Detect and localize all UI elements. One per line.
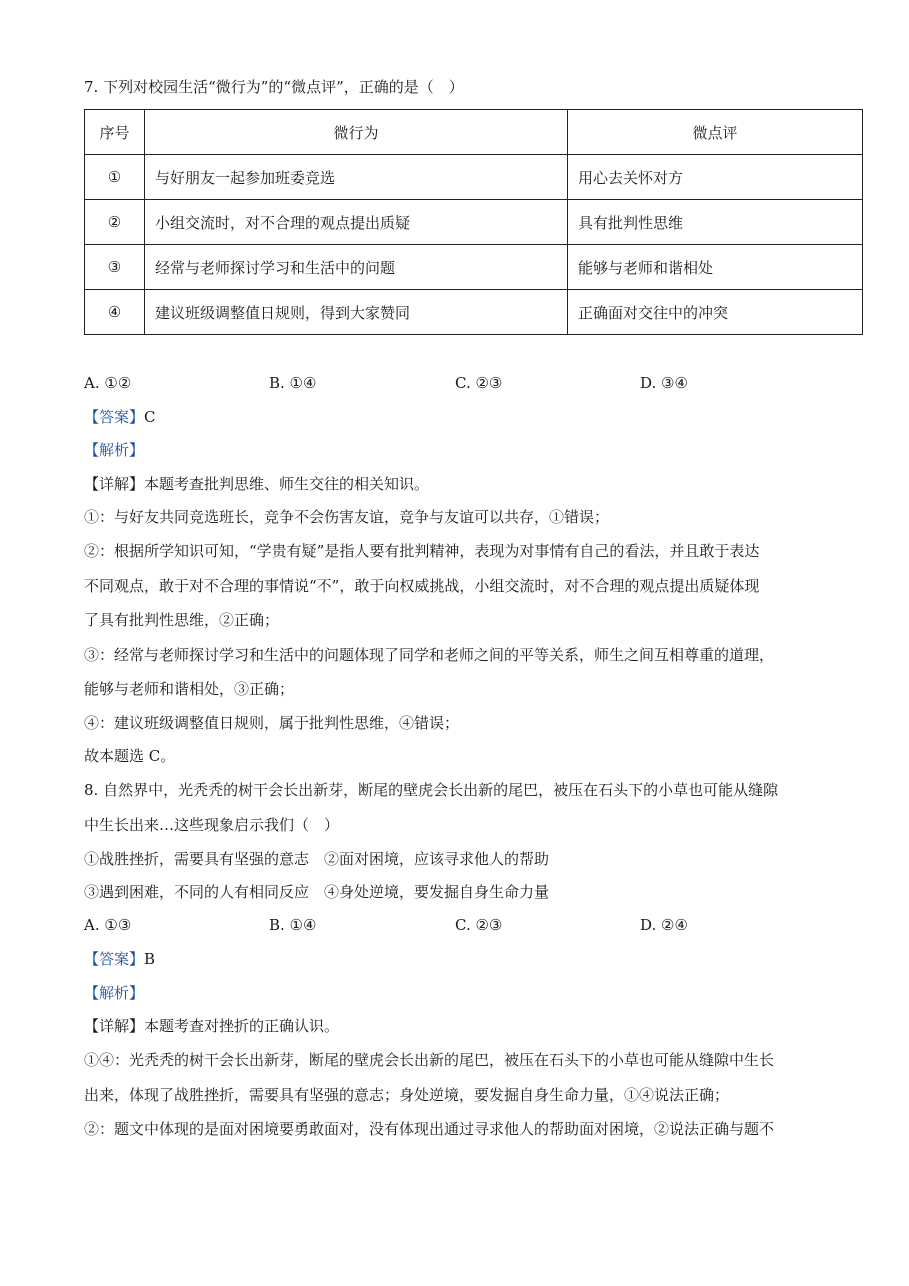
q8-option-a: A. ①③ [84, 916, 132, 934]
table-header-cell: 微点评 [568, 110, 863, 155]
q8-analysis-label: 【解析】 [84, 984, 145, 1002]
table-header-cell: 微行为 [145, 110, 568, 155]
q8-option-d: D. ②④ [640, 916, 688, 934]
table-cell-comment: 具有批判性思维 [568, 200, 863, 245]
table-row [85, 245, 863, 290]
q7-detail-line: 了具有批判性思维，②正确； [84, 611, 280, 629]
q7-detail-line: 【详解】本题考查批判思维、师生交往的相关知识。 [84, 475, 430, 493]
q7-analysis-label: 【解析】 [84, 441, 145, 459]
q8-stem-line: ①战胜挫折，需要具有坚强的意志 ②面对困境，应该寻求他人的帮助 [84, 850, 550, 868]
q8-detail-line: ②：题文中体现的是面对困境要勇敢面对，没有体现出通过寻求他人的帮助面对困境，②说法正确与题不 [84, 1120, 775, 1138]
answer-value: C [144, 408, 156, 426]
q8-stem-line: ③遇到困难，不同的人有相同反应 ④身处逆境，要发掘自身生命力量 [84, 883, 550, 901]
q7-detail-line: ④：建议班级调整值日规则，属于批判性思维，④错误； [84, 714, 460, 732]
table-cell-behavior: 经常与老师探讨学习和生活中的问题 [145, 245, 568, 290]
q7-detail-line: 不同观点，敢于对不合理的事情说“不”，敢于向权威挑战，小组交流时，对不合理的观点提出质疑体现 [84, 577, 760, 595]
table-header-row [85, 110, 863, 155]
table-cell-behavior: 小组交流时，对不合理的观点提出质疑 [145, 200, 568, 245]
table-cell-number: ② [85, 200, 145, 245]
table-row [85, 290, 863, 335]
table-header-cell: 序号 [85, 110, 145, 155]
q8-answer-line [84, 949, 155, 969]
answer-value: B [144, 950, 156, 968]
q7-option-b: B. ①④ [269, 374, 317, 392]
q7-detail-line: ①：与好友共同竞选班长，竞争不会伤害友谊，竞争与友谊可以共存，①错误； [84, 508, 610, 526]
q7-detail-line: ②：根据所学知识可知，“学贵有疑”是指人要有批判精神，表现为对事情有自己的看法，并且敢于表达 [84, 542, 760, 560]
q7-stem: 7. 下列对校园生活“微行为”的“微点评”，正确的是（ ） [84, 78, 464, 96]
table-cell-number: ① [85, 155, 145, 200]
q8-option-c: C. ②③ [455, 916, 503, 934]
q8-detail-line: 【详解】本题考查对挫折的正确认识。 [84, 1017, 340, 1035]
q8-stem-line: 8. 自然界中，光秃秃的树干会长出新芽，断尾的壁虎会长出新的尾巴，被压在石头下的小草也可能从缝隙 [84, 781, 779, 799]
q7-option-a: A. ①② [84, 374, 132, 392]
q8-option-b: B. ①④ [269, 916, 317, 934]
answer-label: 【答案】 [84, 950, 145, 968]
table-cell-number: ③ [85, 245, 145, 290]
table-cell-comment: 能够与老师和谐相处 [568, 245, 863, 290]
table-cell-comment: 正确面对交往中的冲突 [568, 290, 863, 335]
table-row [85, 155, 863, 200]
q7-detail-line: 故本题选 C。 [84, 747, 176, 765]
answer-label: 【答案】 [84, 408, 145, 426]
q7-option-c: C. ②③ [455, 374, 503, 392]
q7-detail-line: ③：经常与老师探讨学习和生活中的问题体现了同学和老师之间的平等关系，师生之间互相尊重的道理， [84, 646, 775, 664]
q7-table [84, 109, 863, 335]
q7-answer-line [84, 407, 156, 427]
table-row [85, 200, 863, 245]
table-cell-behavior: 建议班级调整值日规则，得到大家赞同 [145, 290, 568, 335]
table-cell-number: ④ [85, 290, 145, 335]
q8-detail-line: 出来，体现了战胜挫折，需要具有坚强的意志；身处逆境，要发掘自身生命力量，①④说法正确； [84, 1086, 730, 1104]
q7-option-d: D. ③④ [640, 374, 688, 392]
q8-stem-line: 中生长出来…这些现象启示我们（ ） [84, 816, 340, 834]
table-cell-behavior: 与好朋友一起参加班委竞选 [145, 155, 568, 200]
q8-detail-line: ①④：光秃秃的树干会长出新芽，断尾的壁虎会长出新的尾巴，被压在石头下的小草也可能从缝隙中生长 [84, 1051, 775, 1069]
q7-detail-line: 能够与老师和谐相处，③正确； [84, 680, 295, 698]
table-cell-comment: 用心去关怀对方 [568, 155, 863, 200]
